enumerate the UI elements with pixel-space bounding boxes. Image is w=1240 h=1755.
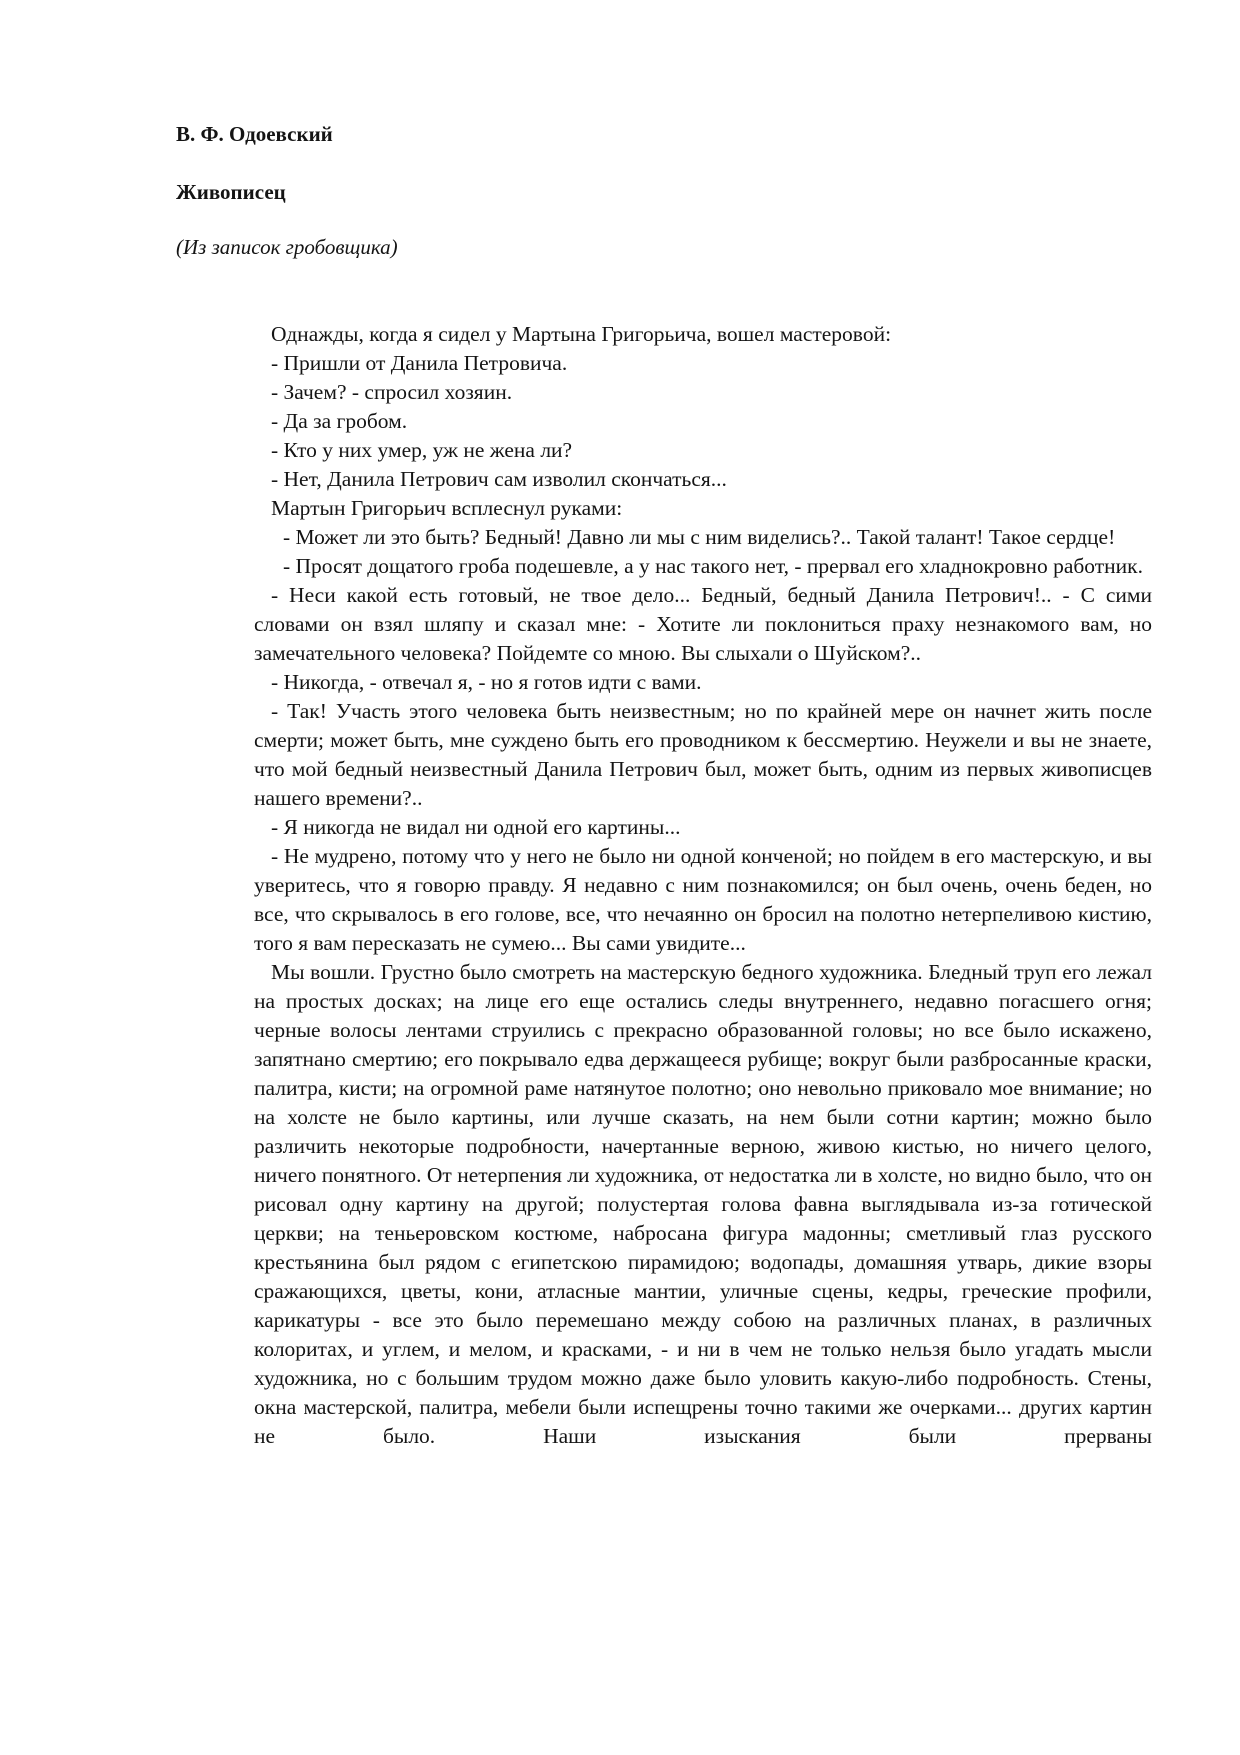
paragraph: - Так! Участь этого человека быть неизвестным; но по крайней мере он начнет жить после смерти; может быть, мне суждено быть его проводником к бессмертию. Неужели и вы не знаете, что мой бедный неизвестный Данила Петрович был, может быть, одним из первых живописцев нашего времени?.. [254,699,1152,810]
author-name: В. Ф. Одоевский [176,122,333,146]
paragraph: Однажды, когда я сидел у Мартына Григорьича, вошел мастеровой: [271,322,892,346]
paragraph: - Да за гробом. [271,409,408,433]
paragraph: - Неси какой есть готовый, не твое дело... Бедный, бедный Данила Петрович!.. - С сими словами он взял шляпу и сказал мне: - Хотите ли поклониться праху незнакомого вам, но замечательного человека? Пойдемте со мною. Вы слыхали о Шуйском?.. [254,583,1152,665]
story-title: Живописец [176,180,286,204]
paragraph: - Не мудрено, потому что у него не было ни одной конченой; но пойдем в его мастерскую, и вы уверитесь, что я говорю правду. Я недавно с ним познакомился; он был очень, очень беден, но все, что скрывалось в его голове, все, что нечаянно он бросил на полотно нетерпеливою кистию, того я вам пересказать не сумею... Вы сами увидите... [254,844,1152,955]
paragraph: - Зачем? - спросил хозяин. [271,380,513,404]
paragraph: - Пришли от Данила Петровича. [271,351,568,375]
paragraph: Мы вошли. Грустно было смотреть на мастерскую бедного художника. Бледный труп его лежал на простых досках; на лице его еще остались следы внутреннего, недавно погасшего огня; черные волосы лентами струились с прекрасно образованной головы; но все было искажено, запятнано смертию; его покрывало едва держащееся рубище; вокруг были разбросанные краски, палитра, кисти; на огромной раме натянутое полотно; оно невольно приковало мое внимание; но на холсте не было картины, или лучше сказать, на нем были сотни картин; можно было различить некоторые подробности, начертанные верною, живою кистью, но ничего целого, ничего понятного. От нетерпения ли художника, от недостатка ли в холсте, но видно было, что он рисовал одну картину на другой; полустертая голова фавна выглядывала из-за готической церкви; на теньеровском костюме, набросана фигура мадонны; сметливый глаз русского крестьянина был рядом с египетскою пирамидою; водопады, домашняя утварь, дикие взоры сражающихся, цветы, кони, атласные мантии, уличные сцены, кедры, греческие профили, карикатуры - все это было перемешано между собою на различных планах, в различных колоритах, и углем, и мелом, и красками, - и ни в чем не только нельзя было угадать мысли художника, но с большим трудом можно даже было уловить какую-либо подробность. Стены, окна мастерской, палитра, мебели были испещрены точно такими же очерками... других картин не было. Наши изыскания были прерваны [254,960,1152,1448]
paragraph: - Я никогда не видал ни одной его картины... [271,815,681,839]
story-subtitle: (Из записок гробовщика) [176,235,398,259]
paragraph: - Кто у них умер, уж не жена ли? [271,438,573,462]
paragraph: - Никогда, - отвечал я, - но я готов идти с вами. [271,670,702,694]
paragraph: - Просят дощатого гроба подешевле, а у нас такого нет, - прервал его хладнокровно работник. [283,554,1143,578]
paragraph: - Может ли это быть? Бедный! Давно ли мы с ним виделись?.. Такой талант! Такое сердце! [283,525,1116,549]
paragraph: - Нет, Данила Петрович сам изволил скончаться... [271,467,727,491]
paragraph: Мартын Григорьич всплеснул руками: [271,496,623,520]
story-body [254,320,1152,1451]
